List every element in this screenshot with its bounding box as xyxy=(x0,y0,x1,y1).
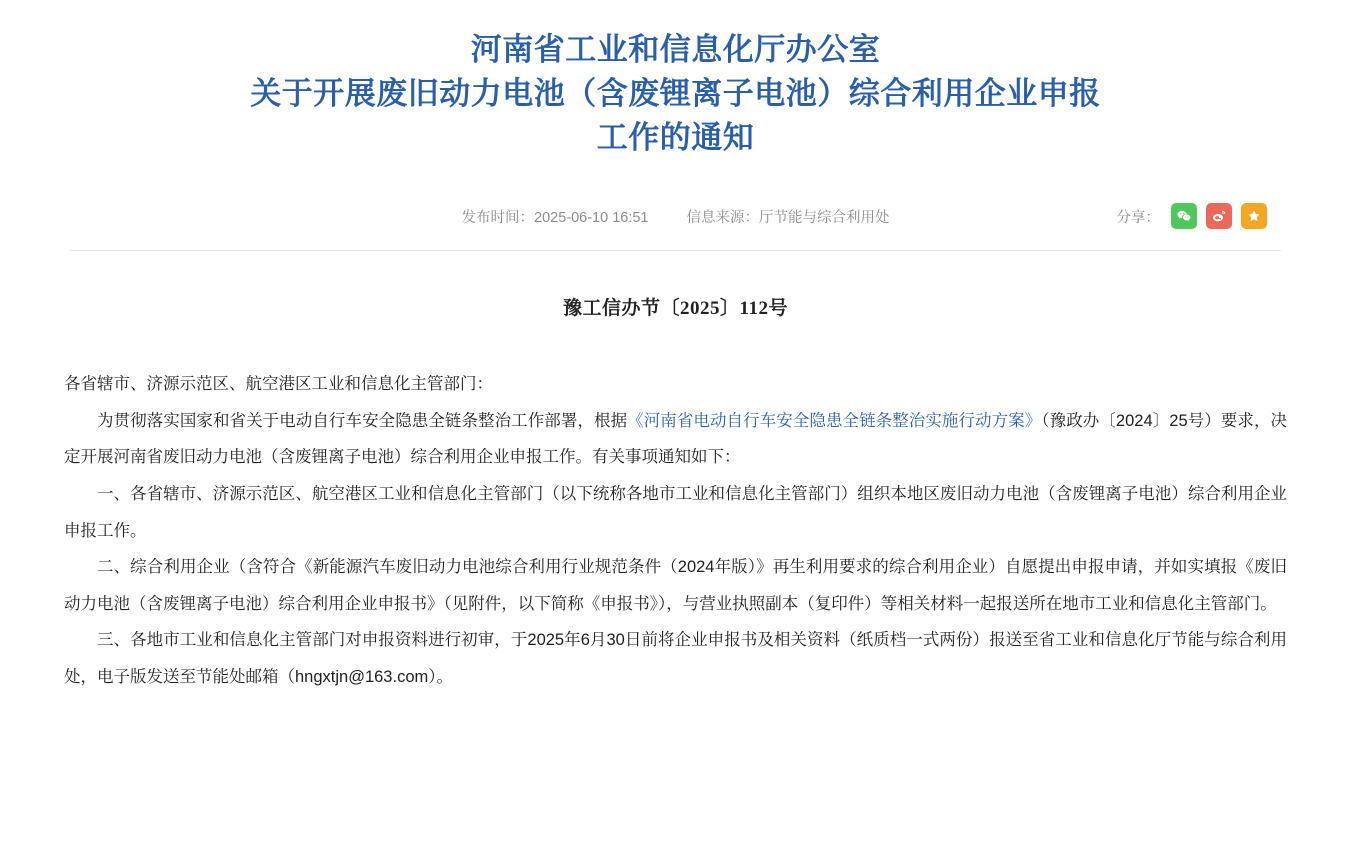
body-intro-part-a: 为贯彻落实国家和省关于电动自行车安全隐患全链条整治工作部署，根据 xyxy=(97,411,628,430)
page-title-line-2: 关于开展废旧动力电池（含废锂离子电池）综合利用企业申报 xyxy=(250,76,1101,112)
publish-time-value: 2025-06-10 16:51 xyxy=(534,209,649,226)
information-source xyxy=(687,206,890,227)
document-number: 豫工信办节〔2025〕112号 xyxy=(563,298,788,320)
document-meta-row xyxy=(0,196,1351,236)
share-label: 分享： xyxy=(1116,209,1160,226)
publish-time-label: 发布时间： xyxy=(461,209,534,226)
information-source-label: 信息来源： xyxy=(686,209,759,226)
page-title xyxy=(70,28,1281,160)
body-paragraph-two: 二、综合利用企业（含符合《新能源汽车废旧动力电池综合利用行业规范条件（2024年版）》再生利用要求的综合利用企业）自愿提出申报申请，并如实填报《废旧动力电池（含废锂离子电池）综合利用企业申报书》（见附件，以下简称《申报书》），与营业执照副本（复印件）等相关材料一起报送所在地市工业和信息化主管部门。 xyxy=(64,558,1287,613)
favorite-star-icon[interactable] xyxy=(1241,203,1267,229)
body-salutation: 各省辖市、济源示范区、航空港区工业和信息化主管部门： xyxy=(64,375,493,394)
information-source-value: 厅节能与综合利用处 xyxy=(759,209,890,226)
share-box xyxy=(1117,203,1268,229)
body-paragraph-one: 一、各省辖市、济源示范区、航空港区工业和信息化主管部门（以下统称各地市工业和信息化主管部门）组织本地区废旧动力电池（含废锂离子电池）综合利用企业申报工作。 xyxy=(64,484,1287,540)
body-intro-part-b: （豫政办〔2024〕25号）要求，决定开展河南省废旧动力电池（含废锂离子电池）综合利用企业申报工作。有关事项通知如下： xyxy=(64,411,1288,467)
document-body xyxy=(0,366,1351,736)
body-paragraph-three: 三、各地市工业和信息化主管部门对申报资料进行初审，于2025年6月30日前将企业申报书及相关资料（纸质档一式两份）报送至省工业和信息化厅节能与综合利用处，电子版发送至节能处邮箱（hngxtjn@163.com）。 xyxy=(64,631,1287,687)
publish-time xyxy=(462,206,649,227)
header-divider xyxy=(70,250,1281,251)
policy-document-link[interactable]: 《河南省电动自行车安全隐患全链条整治实施行动方案》 xyxy=(627,411,1042,430)
wechat-share-icon[interactable] xyxy=(1171,203,1197,229)
page-title-block xyxy=(0,0,1351,160)
weibo-share-icon[interactable] xyxy=(1206,203,1232,229)
page-title-line-1: 河南省工业和信息化厅办公室 xyxy=(470,32,881,67)
page-title-line-3: 工作的通知 xyxy=(596,120,755,156)
document-meta-center xyxy=(462,206,890,227)
body-paragraph-intro xyxy=(64,403,1287,476)
